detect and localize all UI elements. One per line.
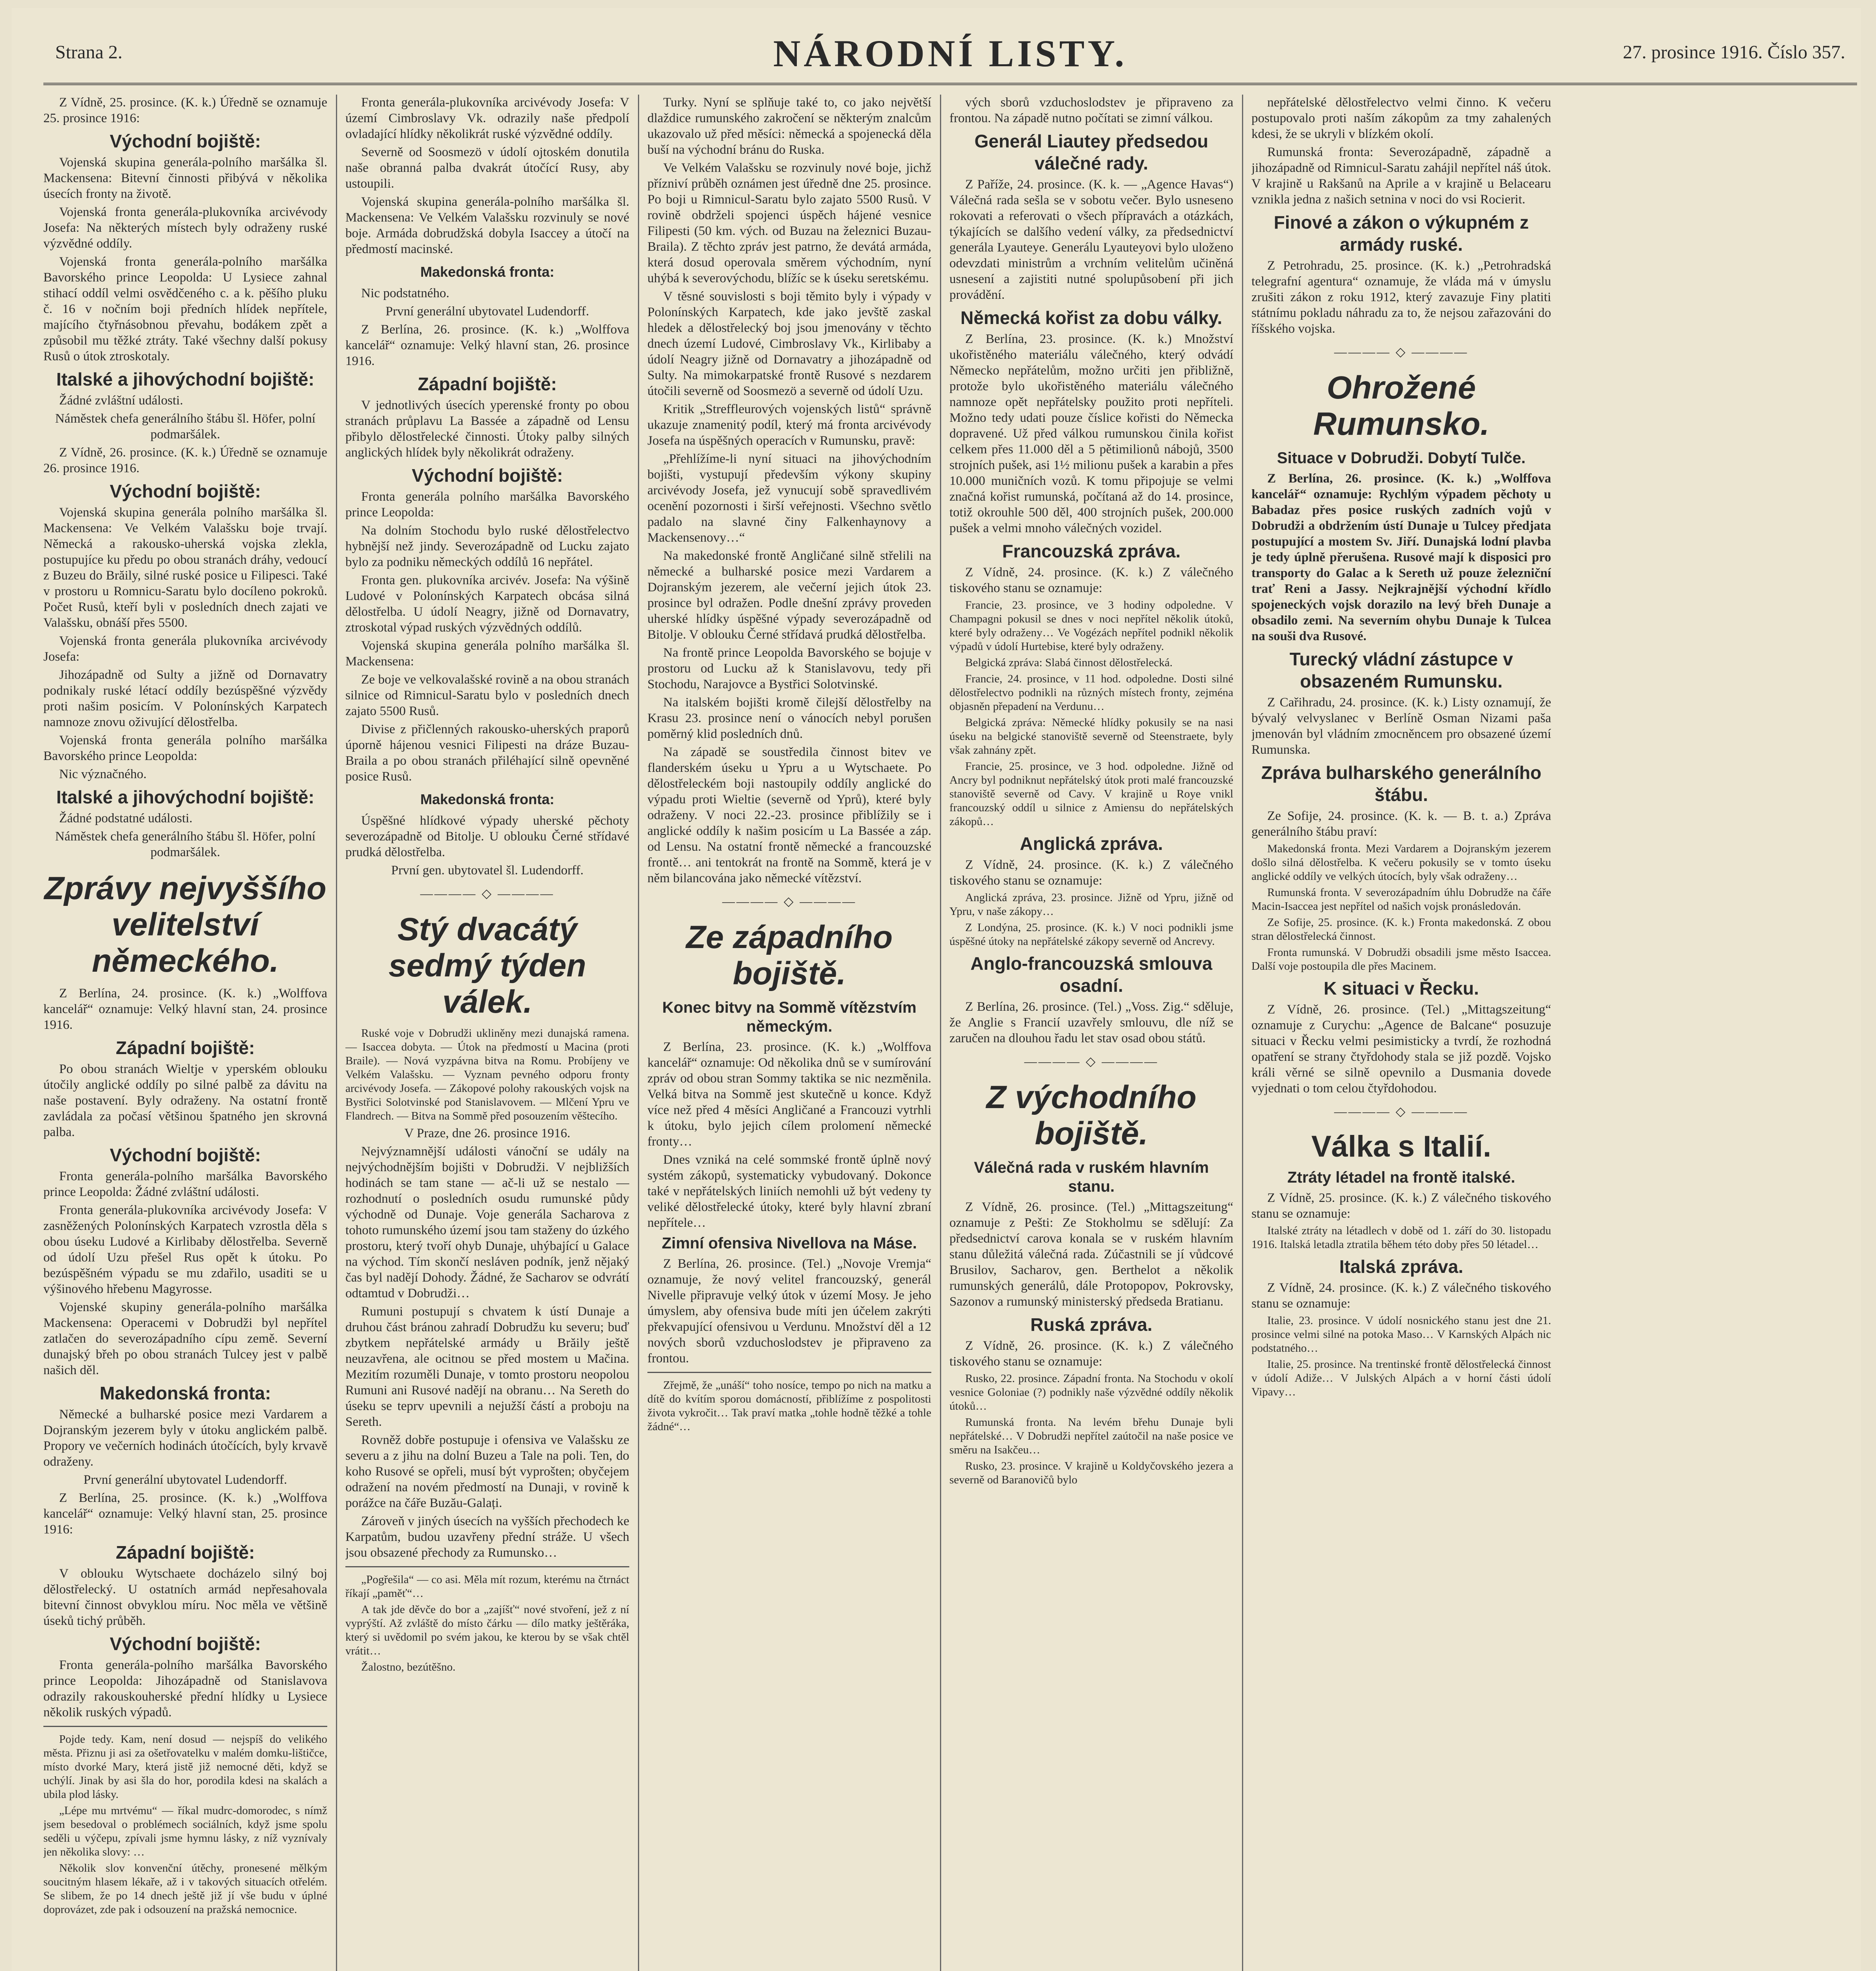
paragraph: Z Vídně, 24. prosince. (K. k.) Z válečného tiskového stanu se oznamuje: [949, 565, 1233, 595]
section-heading: Makedonská fronta: [420, 264, 555, 280]
section-heading: Italské a jihovýchodní bojiště: [56, 787, 315, 807]
paragraph: Fronta generála-polního maršálka Bavorského prince Leopolda: Žádné zvláštní události. [43, 1169, 327, 1199]
column-4 [949, 95, 1233, 1971]
paragraph: Z Berlína, 26. prosince. (K. k.) „Wolffova kancelář“ oznamuje: Rychlým výpadem pěchoty u Babadaz přes posice ruských zadních vojů v Dobrudži a obdržením ústí Dunaje u Tulcey předjata postupující a mostem Sv. Jiří. Dunajská lodní plavba je tedy úplně přerušena. Rusové mají k disposici pro transporty do Galac a k Sereth už pouze železniční trať Reni a Jassy. Nejkrajnější východní křídlo spojeneckých vojsk dorazilo na levý břeh Dunaje a obsadilo zemi. Na severním ohybu Dunaje k Tulcea na souši dva Rusové. [1251, 471, 1551, 643]
page-header [43, 24, 1857, 85]
section-heading: Západní bojiště: [116, 1542, 255, 1563]
signature: První gen. ubytovatel šl. Ludendorff. [391, 863, 584, 877]
section-heading: Makedonská fronta: [99, 1383, 271, 1403]
paragraph: Na frontě prince Leopolda Bavorského se bojuje v prostoru od Lucku až k Stanislavovu, tedy při Stochodu, Narajovce a Bystřici Solotvinské. [647, 646, 931, 691]
paragraph: Z Berlína, 26. prosince. (Tel.) „Voss. Zig.“ sděluje, že Anglie s Francií uzavřely smlouvu, dle níž se zaručen na dlouhou řadu let stav osad obou států. [949, 1000, 1233, 1045]
paragraph: Žalostno, bezútěšno. [361, 1661, 456, 1673]
paragraph: Z Paříže, 24. prosince. (K. k. — „Agence Havas“) Válečná rada sešla se v sobotu večer. Bylo usneseno rokovati a referovati o všech přípravách a otázkách, týkajících se dalšího vedení války, za předsednictví generála Lyauteye. Generálu Lyauteyovi bylo uloženo odevzdati ministrům a vrchním velitelům učiněná usnesení a zajistiti nutné spolupůsobení při jich provádění. [949, 177, 1233, 302]
divider [345, 1566, 629, 1567]
section-heading: Generál Liautey předsedou válečné rady. [974, 131, 1208, 173]
newspaper-page [12, 8, 1861, 1971]
section-heading: Východní bojiště: [110, 1634, 261, 1654]
dateline: Z Berlína, 24. prosince. (K. k.) „Wolffova kancelář“ oznamuje: Velký hlavní stan, 24. prosince 1916. [43, 986, 327, 1032]
paragraph: nepřátelské dělostřelectvo velmi činno. K večeru postupovalo proti naším zákopům za tmy zahalených kdesi, že se ukryli v blízkém okolí. [1251, 95, 1551, 141]
paragraph: Z Petrohradu, 25. prosince. (K. k.) „Petrohradská telegrafní agentura“ oznamuje, že vláda má v úmyslu zrušiti zákon z roku 1912, který zavazuje Finy platiti státnímu pokladu náhradu za to, že nejsou zařazováni do říšského vojska. [1251, 259, 1551, 336]
divider [647, 1372, 931, 1373]
paragraph: Na makedonské frontě Angličané silně střelili na německé a bulharské posice mezi Vardarem a Dojranským jezerem, ale večerní jejich útok 23. prosince byl odražen. Podle dnešní zprávy proveden uherské hlídky úspěšné výpady severozápadně od Bitolje. V oblouku Černé střídavá prudká dělostřelba. [647, 549, 931, 642]
divider [43, 1726, 327, 1727]
paragraph: Zároveň v jiných úsecích na vyšších přechodech ke Karpatům, budou uzavřeny přední stráže. U všech jsou obsazené přechody za Rumunsko… [345, 1514, 629, 1560]
section-heading: Východní bojiště: [110, 131, 261, 151]
masthead-title: NÁRODNÍ LISTY. [773, 32, 1127, 75]
paragraph: Zřejmě, že „unáší“ toho nosíce, tempo po nich na matku a dítě do kvítím sporou domácností, přiblížíme z pospolitosti života vykročit… Tak praví matka „tohle hodně těžké a tohle žádné“… [647, 1379, 931, 1433]
section-heading: Makedonská fronta: [420, 791, 555, 807]
paragraph: Z Vídně, 25. prosince. (K. k.) Z válečného tiskového stanu se oznamuje: [1251, 1191, 1551, 1221]
ornament-divider: ———— ◇ ———— [1024, 1054, 1159, 1068]
paragraph: Kritik „Streffleurových vojenských listů“ správně ukazuje znamenitý podíl, který má fronta arcivévody Josefa na úspěšných operacích v Rumunsku, pravě: [647, 402, 931, 448]
paragraph: Ze Sofije, 25. prosince. (K. k.) Fronta makedonská. Z obou stran dělostřelecká činnost. [1251, 916, 1551, 943]
paragraph: Nejvýznamnější události vánoční se udály na nejvýchodnějším bojišti v Dobrudži. V nejbližších hodinách se tam stane — ač-li už se nestalo — rozhodnutí o posledních osudu rumunské půdy východně od Dunaje. Voje generála Sacharova z tohoto rumunského území jsou tam staženy do úzkého prostoru, který tvoří ohyb Dunaje, uhýbající u Galace na východ. Tím skončí nesláven podník, jenž nějaký čas byl nadějí Dohody. Žádné, že Sacharov se odvrátí odtamtud v Dobrudži… [345, 1144, 629, 1300]
section-heading: Francouzská zpráva. [1002, 541, 1181, 561]
paragraph: Fronta gen. plukovníka arcivév. Josefa: Na výšině Ludové v Polonínských Karpatech obcása silná dělostřelba. U údolí Neagry, jižně od Dornavatry, ztroskotal výpad ruských výzvědných oddílů. [345, 573, 629, 635]
paragraph: „Lépe mu mrtvému“ — říkal mudrc-domorodec, s nímž jsem besedoval o problémech sociálních, když jsme spolu seděli u výčepu, zpívali jsme hymnu lásky, z níž vyznívaly jen několika slovy: … [43, 1804, 327, 1858]
paragraph: Rumunská fronta. V severozápadním úhlu Dobrudže na čáře Macin-Isaccea jest nepřítel od našich vojsk pronásledován. [1251, 886, 1551, 913]
ornament-divider: ———— ◇ ———— [1334, 345, 1469, 359]
ornament-divider: ———— ◇ ———— [1334, 1104, 1469, 1118]
paragraph: Severně od Soosmezö v údolí ojtoském donutila naše obranná palba dvakrát útočící Rusy, aby ustoupili. [345, 145, 629, 191]
paragraph: Dnes vzniká na celé sommské frontě úplně nový systém zákopů, systematicky vybudovaný. Dokonce také v nepřátelských liniích nemohli už být vedeny ty veliké dělostřelecké útoky, které byly hlavní zbraní nepřítele… [647, 1153, 931, 1230]
section-heading: Ruská zpráva. [1030, 1314, 1152, 1335]
paragraph: V těsné souvislosti s boji těmito byly i výpady v Polonínských Karpatech, kde jako jevště zaskal hledek a dělostřelecký boj jsou jmenovány v těchto dnech území Ludové, Cimbroslavy Vk., Kirlibaby a údolí Neagry jižně od Dornavatry a jihozápadně od Sulty. Na mimokarpatské frontě Rusové s nezdarem útočili severně od Soosmezö a severně od údolí Uzu. [647, 289, 931, 398]
dateline: V Praze, dne 26. prosince 1916. [404, 1126, 571, 1140]
article-headline: Ohrožené Rumunsko. [1313, 370, 1490, 442]
paragraph: Belgická zpráva: Německé hlídky pokusily se na nasi úseku na belgické stanoviště severně od Steenstraete, byly však zahnány zpět. [949, 716, 1233, 756]
article-subheadline: Konec bitvy na Sommě vítězstvím německým. [662, 999, 917, 1035]
paragraph: Fronta generála-plukovníka arcivévody Josefa: V území Cimbroslavy Vk. odrazily naše předpolí ovladající hlídky několikrát ruské výzvědné oddíly. [345, 95, 629, 141]
paragraph: Fronta generála-plukovníka arcivévody Josefa: V zasněžených Polonínských Karpatech vzrostla děla s obou úseku Ludové a Kirlibaby dělostřelba. Severně od údolí Uzu přešel Rus opět k útoku. Po bezúspěšném výpadu se mu zdařilo, usaditi se u výšinového hřebenu Magyrosse. [43, 1203, 327, 1296]
paragraph: Jihozápadně od Sulty a jižně od Dornavatry podnikaly ruské létací oddíly bezúspěšné výzvědy proti našim posicím. V Polonínských Karpatech namnoze znovu oživující dělostřelba. [43, 668, 327, 729]
ornament-divider: ———— ◇ ———— [722, 894, 857, 908]
article-headline: Válka s Italií. [1311, 1130, 1492, 1163]
paragraph: Na italském bojišti kromě čilejší dělostřelby na Krasu 23. prosince není o vánocích nebyl porušen poměrný klid posledních dnů. [647, 695, 931, 741]
column-rule [940, 95, 941, 1971]
paragraph: Z Berlína, 23. prosince. (K. k.) „Wolffova kancelář“ oznamuje: Od několika dnů se v sumírování zpráv od obou stran Sommy taktika se nic nezměnila. Velká bitva na Sommě jest skutečně u konce. Když více než před 4 měsíci Angličané a Francouzi vytrhli k útoku, bylo jejich cílem prolomení německé fronty… [647, 1040, 931, 1149]
paragraph: Z Vídně, 26. prosince. (Tel.) „Mittagszeitung“ oznamuje z Curychu: „Agence de Balcane“ posuzuje situaci v Řecku velmi pesimisticky a tvrdí, že rozhodná opatření se strany čtyřdohody stala se již pozdě. Vojsko králi věrné se silně opevnilo a Dusmania dovede vyjednati o tom celou čtyřdohodou. [1251, 1002, 1551, 1095]
section-heading: Finové a zákon o výkupném z armády ruské. [1274, 212, 1529, 255]
section-heading: Italská zpráva. [1339, 1256, 1464, 1277]
column-rule [336, 95, 337, 1971]
paragraph: Z Berlína, 23. prosince. (K. k.) Množství ukořistěného materiálu válečného, který odvádí Německo nepřátelům, možno určiti jen přibližně, protože bylo ukořistěného materiálu válečného namnoze opět nepřátelsky použito proti nepříteli. Možno tedy udati pouze číslice kořisti do Německa dopravené. Už před válkou rumunskou činila kořist celkem přes 11.000 děl a 5 pětimilionů nábojů, 3500 strojních pušek, asi 1½ milionu pušek a karabin a přes 10.000 muničních vozů. K tomu připojuje se velmi značná kořist rumunská, počítaná až do 14. prosince, totiž okrouhle 500 děl, 400 strojních pušek, 200.000 pušek a velmi mnoho válečných vozidel. [949, 332, 1233, 535]
paragraph: Na dolním Stochodu bylo ruské dělostřelectvo hybnější než jindy. Severozápadně od Lucku zajato bylo za podniku německých oddílů 16 nepřátel. [345, 523, 629, 569]
paragraph: Vojenská skupina generála-polního maršálka šl. Mackensena: Ve Velkém Valašsku rozvinuly se nové boje. Armáda dobrudžská dobyla Isaccey a útočí na předmostí macinské. [345, 195, 629, 256]
paragraph: Ze boje ve velkovalašské rovině a na obou stranách silnice od Rimnicul-Saratu bylo v posledních dnech zajato 5500 Rusů. [345, 673, 629, 718]
paragraph: Francie, 23. prosince, ve 3 hodiny odpoledne. V Champagni pokusil se dnes v noci nepřítel několik útoků, které byly odraženy… Ve Vogézách nepřítel podnikl několik výpadů v údolí Hurtebise, které byly odraženy. [949, 599, 1233, 653]
column-5 [1251, 95, 1551, 1971]
paragraph: Fronta rumunská. V Dobrudži obsadili jsme město Isaccea. Další voje postoupila dle přes Macinem. [1251, 946, 1551, 972]
paragraph: Turky. Nyní se splňuje také to, co jako největší dlaždice rumunského zakročení se některým znalcům ukazovalo už před měsíci: německá a spojenecká děla buší na východní bránu do Ruska. [647, 95, 931, 157]
paragraph: Z Berlína, 26. prosince. (Tel.) „Novoje Vremja“ oznamuje, že nový velitel francouzský, generál Nivelle připravuje velký útok v území Mosy. Je jeho úmyslem, aby ofensiva bude míti jen účelem zakrýti překvapující ofensivou u Verdunu. Množství děl a 12 nových sborů vzduchoslodstev je připraveno za frontou. [647, 1257, 931, 1366]
paragraph: Italie, 25. prosince. Na trentinské frontě dělostřelecká činnost v údolí Adiže… V Julských Alpách a v horní části údolí Vipavy… [1251, 1358, 1551, 1398]
column-2 [345, 95, 629, 1971]
signature: První generální ubytovatel Ludendorff. [83, 1473, 287, 1487]
section-heading: Turecký vládní zástupce v obsazeném Rumunsku. [1289, 649, 1513, 691]
section-heading: Anglická zpráva. [1020, 833, 1163, 854]
signature: Náměstek chefa generálního štábu šl. Höfer, polní podmaršálek. [55, 829, 316, 859]
paragraph: Německé a bulharské posice mezi Vardarem a Dojranským jezerem byly v útoku anglickém palbě. Propory ve večerních hodinách útočících, byly krvavě odraženy. [43, 1407, 327, 1469]
section-heading: Východní bojiště: [110, 481, 261, 501]
paragraph: Z Vídně, 24. prosince. (K. k.) Z válečného tiskového stanu se oznamuje: [1251, 1281, 1551, 1311]
issue-date: 27. prosince 1916. Číslo 357. [1623, 42, 1845, 63]
columns [43, 95, 1857, 1971]
section-heading: Západní bojiště: [418, 374, 557, 394]
paragraph: Francie, 24. prosince, v 11 hod. odpoledne. Dosti silné dělostřelectvo podnikli na různých místech fronty, zejména objasněn přepadení na Verdunu… [949, 673, 1233, 713]
paragraph: Francie, 25. prosince, ve 3 hod. odpoledne. Jižně od Ancry byl podniknut nepřátelský útok proti malé francouzské stanoviště severně od Cavy. V krajině u Roye vnikl francouzský oddíl u silnice z Amiensu do nepřátelských zákopů… [949, 760, 1233, 828]
article-headline: Z východního bojiště. [986, 1079, 1197, 1151]
section-heading: Italské a jihovýchodní bojiště: [56, 369, 315, 389]
dateline: Z Vídně, 25. prosince. (K. k.) Úředně se oznamuje 25. prosince 1916: [43, 95, 327, 125]
paragraph: A tak jde děvče do bor a „zajíšť“ nové stvoření, jež z ní vyprýští. Až zvláště do místo čárku — dílo matky ještěráka, který si uvědomil po svém jakou, ke kterou by se však chtěl vrátit… [345, 1603, 629, 1657]
article-headline: Ze západního bojiště. [686, 919, 893, 991]
paragraph: Rusko, 23. prosince. V krajině u Koldyčovského jezera a severně od Baranovičů bylo [949, 1460, 1233, 1486]
paragraph: Rumunská fronta: Severozápadně, západně a jihozápadně od Rimnicul-Saratu zahájil nepřítel náš útok. V krajině u Rakšanů na Aprile a v krajině u Belacearu vznikla jedna z našich setnina v noci do vsi Rocierit. [1251, 145, 1551, 207]
section-heading: Východní bojiště: [412, 465, 563, 486]
column-1 [43, 95, 327, 1971]
paragraph: „Přehlížíme-li nyní situaci na jihovýchodním bojišti, vystupují především výkony skupiny arcivévody Josefa, jež vynucují sobě spravedlivém ocenění pozornosti i širší veřejnosti. Všechno světlo padalo na slavné činy Falkenhaynovy a Mackensenovy…“ [647, 452, 931, 545]
ornament-divider: ———— ◇ ———— [420, 886, 555, 900]
paragraph: Vojenská skupina generála polního maršálka šl. Mackensena: Ve Velkém Valašsku boje trvají. Německá a rakousko-uherská vojska zlekla, postupujíce ku předu po obou stranách dráhy, vedoucí z Buzeu do Brăily, silné ruské posice u Filipesci. Také v prostoru u Romnicu-Saratu bylo docíleno pokroků. Počet Rusů, kteří byli v posledních dnech zajati ve Valašsku, obnáší přes 5500. [43, 505, 327, 630]
paragraph: Fronta generála polního maršálka Bavorského prince Leopolda: [345, 490, 629, 520]
paragraph: Na západě se soustředila činnost bitev ve flanderském úseku u Ypru a u Wytschaete. Po dělostřeleckém boji nastoupily oddíly anglické do výpadu proti Wieltie (severně od Yprů), které byly odraženy. V noci 22.-23. prosince přiblížily se i anglické oddíly k našim posicím u La Bassée a záp. od Lensu. Na ostatní frontě německé a francouzské frontě… ani tentokrát na frontě na Sommě, která je v něm bilancována jako německé vítězství. [647, 745, 931, 885]
paragraph: Z Vídně, 24. prosince. (K. k.) Z válečného tiskového stanu se oznamuje: [949, 858, 1233, 888]
paragraph: Žádné zvláštní události. [59, 393, 183, 408]
paragraph: V jednotlivých úsecích yperenské fronty po obou stranách průplavu La Bassée a západně od Lensu přibylo dělostřelecké činnosti. Útoky palby silných anglických hlídek byly několikrát odraženy. [345, 398, 629, 460]
paragraph: Úspěšné hlídkové výpady uherské pěchoty severozápadně od Bitolje. U oblouku Černé střídavé prudká dělostřelba. [345, 814, 629, 859]
signature: První generální ubytovatel Ludendorff. [385, 304, 589, 319]
paragraph: Z Cařihradu, 24. prosince. (K. k.) Listy oznamují, že bývalý velvyslanec v Berlíně Osman Nizami paša jmenován byl vládním zmocněncem pro obsazené území Rumunska. [1251, 695, 1551, 757]
dateline: Z Berlína, 25. prosince. (K. k.) „Wolffova kancelář“ oznamuje: Velký hlavní stan, 25. prosince 1916: [43, 1491, 327, 1537]
article-subheadline: Ztráty létadel na frontě italské. [1287, 1169, 1515, 1186]
page-number: Strana 2. [55, 42, 123, 63]
paragraph: Italie, 23. prosince. V údolí nosnického stanu jest dne 21. prosince velmi silné na potoka Maso… V Karnských Alpách nic podstatného… [1251, 1314, 1551, 1354]
paragraph: Po obou stranách Wieltje v yperském oblouku útočily anglické oddíly po silné palbě za dávitu na naše postavení. Byly odraženy. Na ostatní frontě zavládala za počasí většinou špatného jen skrovná palba. [43, 1062, 327, 1139]
paragraph: Rovněž dobře postupuje i ofensiva ve Valašsku ze severu a z jihu na dolní Buzeu a Tale na poli. Ten, do koho Rusové se opřeli, musí být vyprošten; obyčejem odražení na novém předmostí na Dunaji, v rovině k porážce na čáře Buzău-Galați. [345, 1433, 629, 1510]
column-3 [647, 95, 931, 1971]
paragraph: Vojenská fronta generála polního maršálka Bavorského prince Leopolda: [43, 733, 327, 763]
paragraph: Vojenská fronta generála-polního maršálka Bavorského prince Leopolda: U Lysiece zahnal stihací oddíl velmi osvědčeného c. a k. pěšího pluku č. 16 v nočním boji předních hlídek nepřítele, majícího čtyřnásobnou převahu, bodákem zpět a způsobil mu těžké ztráty. Také všechny další pokusy Rusů o útok ztroskotaly. [43, 255, 327, 363]
paragraph: Italské ztráty na létadlech v době od 1. září do 30. listopadu 1916. Italská letadla ztratila během této doby přes 50 létadel… [1251, 1224, 1551, 1251]
dateline: Z Berlína, 26. prosince. (K. k.) „Wolffova kancelář“ oznamuje: Velký hlavní stan, 26. prosince 1916. [345, 322, 629, 368]
section-heading: Anglo-francouzská smlouva osadní. [970, 953, 1212, 996]
paragraph: Ze Sofije, 24. prosince. (K. k. — B. t. a.) Zpráva generálního štábu praví: [1251, 809, 1551, 839]
paragraph: Vojenská fronta generála-plukovníka arcivévody Josefa: Na některých místech byly odraženy ruské výzvědné oddíly. [43, 205, 327, 251]
paragraph: „Pogřešila“ — co asi. Měla mít rozum, kterému na čtrnáct říkají „paměť“… [345, 1573, 629, 1600]
article-subheadline: Válečná rada v ruském hlavním stanu. [974, 1159, 1209, 1195]
paragraph: Z Vídně, 26. prosince. (K. k.) Z válečného tiskového stanu se oznamuje: [949, 1339, 1233, 1369]
paragraph: Rumuni postupují s chvatem k ústí Dunaje a druhou část bránou zahradí Dobrudžu ku severu; buď zbytkem nepřátelské armády u Brăily ještě neuzavřena, ale ocitnou se před mostem u Mačina. Mezitím rozuměli Dunaje, v tomto prostoru neopolou Rumuni ani Rusové nadějí na obranu… Na Sereth do úseku se teprv upevnili a nejužší částí a proboju na Sereth. [345, 1304, 629, 1429]
paragraph: Nic význačného. [59, 767, 147, 781]
paragraph: Belgická zpráva: Slabá činnost dělostřelecká. [965, 656, 1173, 669]
paragraph: V oblouku Wytschaete docházelo silný boj dělostřelecký. U ostatních armád nepřesahovala bitevní činnost obvyklou míru. Noc měla ve většině úseků tichý průběh. [43, 1567, 327, 1628]
section-heading: Německá kořist za dobu války. [960, 307, 1222, 328]
article-subheadline: Zimní ofensiva Nivellova na Máse. [662, 1235, 917, 1252]
paragraph: Pojde tedy. Kam, není dosud — nejspíš do velikého města. Přiznu ji asi za ošetřovatelku v malém domku-lištičce, místo dvorké Mary, která jistě již nemocné děti, když se uchýlí. Jinak by asi šla do hor, porodila kdesi na skalách a ubila plod lásky. [43, 1733, 327, 1801]
paragraph: Divise z přičlenných rakousko-uherských praporů úporně hájenou vesnici Filipesti na dráze Buzau-Braila a po obou stranách přiléhající silně opevněné posice Rusů. [345, 722, 629, 784]
paragraph: Vojenská fronta generála plukovníka arcivévody Josefa: [43, 634, 327, 664]
signature: Náměstek chefa generálního štábu šl. Höfer, polní podmaršálek. [55, 412, 316, 442]
section-heading: Západní bojiště: [116, 1038, 255, 1058]
summary: Ruské voje v Dobrudži ukliněny mezi dunajská ramena. — Isaccea dobyta. — Útok na předmostí u Macina (proti Braile). — Nová vyzpávna bitva na Romu. Probíjeny ve Velkém Valašsku. — Vyznam pevného odporu fronty arcivévody Josefa. — Zákopové polohy rakouských vojsk na Bystřici Solotvinské pod Stanislavovem. — Mlčení Ypru ve Flandrech. — Bitva na Sommě před posouzením věštecího. [345, 1027, 629, 1122]
paragraph: Několik slov konvenční útěchy, pronesené mělkým soucitným hlasem lékaře, až i v takových situacích otřelém. Se slibem, že po 14 dnech ještě již jí vše budu v úplné doprovázet, zde pak i odsouzení na pražská nemocnice. [43, 1862, 327, 1916]
column-rule [1242, 95, 1243, 1971]
paragraph: Fronta generála-polního maršálka Bavorského prince Leopolda: Jihozápadně od Stanislavova odrazily rakouskouherské přední hlídky u Lysiece několik ruských výpadů. [43, 1658, 327, 1720]
paragraph: Rusko, 22. prosince. Západní fronta. Na Stochodu v okolí vesnice Goloniae (?) podnikly naše výzvědné oddíly několik útoků… [949, 1372, 1233, 1412]
paragraph: Anglická zpráva, 23. prosince. Jižně od Ypru, jižně od Ypru, v naše zákopy… [949, 891, 1233, 918]
paragraph: Nic podstatného. [361, 286, 449, 300]
paragraph: Vojenské skupiny generála-polního maršálka Mackensena: Operacemi v Dobrudži byl nepřítel zatlačen do severozápadního cípu země. Severní dunajský břeh po obou stranách Tulcey jest v palbě našich děl. [43, 1300, 327, 1377]
section-heading: K situaci v Řecku. [1324, 978, 1479, 999]
article-headline: Stý dvacátý sedmý týden válek. [388, 911, 586, 1020]
article-headline: Zprávy nejvyššího velitelství německého. [44, 870, 326, 979]
article-subheadline: Situace v Dobrudži. Dobytí Tulče. [1277, 449, 1526, 467]
paragraph: Z Londýna, 25. prosince. (K. k.) V noci podnikli jsme úspěšné útoky na nepřátelské zákopy severně od Ancrevy. [949, 921, 1233, 948]
paragraph: Vojenská skupina generála polního maršálka šl. Mackensena: [345, 639, 629, 669]
paragraph: vých sborů vzduchoslodstev je připraveno za frontou. Na západě nutno počítati se zimní válkou. [949, 95, 1233, 125]
paragraph: Žádné podstatné události. [59, 811, 193, 825]
paragraph: Vojenská skupina generála-polního maršálka šl. Mackensena: Bitevní činnosti přibývá v několika úsecích fronty na životě. [43, 155, 327, 201]
column-rule [638, 95, 639, 1971]
paragraph: Rumunská fronta. Na levém břehu Dunaje byli nepřátelské… V Dobrudži nepřítel zaútočil na naše posice ve směru na Isakčeu… [949, 1416, 1233, 1456]
paragraph: Z Vídně, 26. prosince. (Tel.) „Mittagszeitung“ oznamuje z Pešti: Ze Stokholmu se sdělují: Za předsednictví carova konala se v ruském hlavním stanu důležitá válečná rada. Zúčastnili se jí vůdcové Brusilov, Sacharov, gen. Berthelot a několik rumunských generálů, dále Protopopov, Pokrovsky, Sazonov a rumunský ministerský předseda Bratianu. [949, 1200, 1233, 1309]
section-heading: Východní bojiště: [110, 1145, 261, 1165]
dateline: Z Vídně, 26. prosince. (K. k.) Úředně se oznamuje 26. prosince 1916. [43, 445, 327, 475]
paragraph: Makedonská fronta. Mezi Vardarem a Dojranským jezerem došlo silná dělostřelba. K večeru pokusily se v tomto úseku anglické oddíly ve velkých útocích, byly však odraženy… [1251, 842, 1551, 883]
paragraph: Ve Velkém Valašsku se rozvinuly nové boje, jichž přízniví průběh oznámen jest úředně dne 25. prosince. Po boji u Rimnicul-Saratu bylo zajato 5500 Rusů. V rovině obdrželi spojenci úspěch hájené vesnice Filipesti (50 km. vých. od Buzau na železnici Buzau-Braila). Z těchto zpráv jest patrno, že devátá armáda, která dosud operovala směrem východním, nyní uhýbá k severovýchodu, blížíc se k úseku seretskému. [647, 161, 931, 285]
section-heading: Zpráva bulharského generálního štábu. [1261, 762, 1542, 805]
